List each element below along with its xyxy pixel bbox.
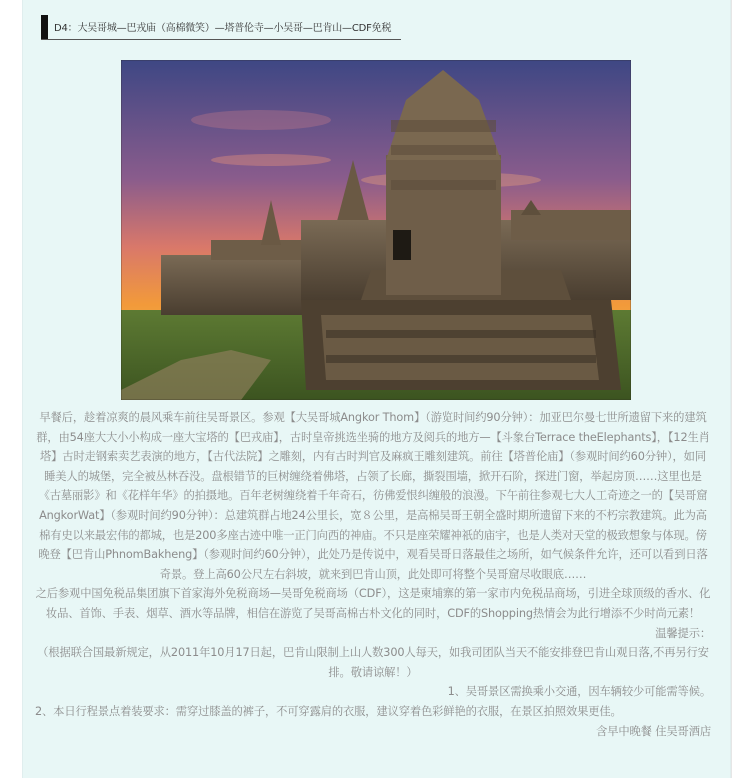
itinerary-paragraph: 早餐后，趁着凉爽的晨风乘车前往吴哥景区。参观【大吴哥城Angkor Thom】（游览时间约90分钟）：加亚巴尔曼七世所遗留下来的建筑群，由54座大大小小构成一座大宝塔的【巴戎庙】，古时皇帝挑选坐骑的地方及阅兵的地方—【斗象台Terrace theElephants】，【12生肖塔】古时走钢索卖艺表演的地方，【古代法院】之雕刻，内有古时判官及麻疯王雕刻建筑。前往【塔普伦庙】（参观时间约60分钟），如同睡美人的城堡，完全被丛林吞没。盘根错节的巨树缠绕着佛塔，占领了长廊，撕裂围墙，掀开石阶，探进门窗，举起房顶……这里也是《古墓丽影》和《花样年华》的拍摄地。百年老树缠绕着千年奇石，彷佛爱恨纠缠般的浪漫。下午前往参观七大人工奇迹之一的【吴哥窟AngkorWat】（参观时间约90分钟）：总建筑群占地24公里长，宽８公里，是高棉吴哥王朝全盛时期所遗留下来的不朽宗教建筑。此为高棉有史以来最宏伟的都城，也是200多座古迹中唯一正门向西的神庙。不只是座荣耀神祇的庙宇，也是人类对天堂的极致想象与体现。傍晚登【巴肯山PhnomBakheng】（参观时间约60分钟），此处乃是传说中，观看吴哥日落最佳之场所，如气候条件允许，还可以看到日落奇景。登上高60公尺左右斜坡，就来到巴肯山顶，此处即可将整个吴哥窟尽收眼底……	[36, 411, 710, 581]
duty-free-paragraph: 之后参观中国免税品集团旗下首家海外免税商场—吴哥免税商场（CDF），这是柬埔寨的第一家市内免税品商场，引进全球顶级的香水、化妆品、首饰、手表、烟草、酒水等品牌，相信在游览了吴哥高棉古朴文化的同时，CDF的Shopping热情会为此行增添不少时尚元素！	[35, 587, 711, 620]
tips-item-transport: 1、吴哥景区需换乘小交通，因车辆较少可能需等候。	[447, 685, 711, 699]
day-header	[41, 14, 401, 40]
tips-notice: （根据联合国最新规定，从2011年10月17日起，巴肯山限制上山人数300人每天，如我司团队当天不能安排登巴肯山观日落,不再另行安排。敬请谅解！）	[37, 646, 709, 679]
tips-item-dress-code: 2、本日行程景点着装要求：需穿过膝盖的裤子，不可穿露肩的衣服，建议穿着色彩鲜艳的衣服，在景区拍照效果更佳。	[35, 704, 622, 718]
page-edge	[731, 0, 753, 778]
meal-hotel-info: 含早中晚餐 住吴哥酒店	[596, 724, 711, 738]
day-header-bar	[41, 15, 48, 39]
tips-heading: 温馨提示：	[655, 626, 711, 640]
angkor-wat-photo	[121, 60, 631, 400]
day-description	[35, 408, 711, 741]
day-title: D4：大吴哥城—巴戎庙（高棉微笑）—塔普伦寺—小吴哥—巴肯山—CDF免税	[54, 23, 392, 34]
